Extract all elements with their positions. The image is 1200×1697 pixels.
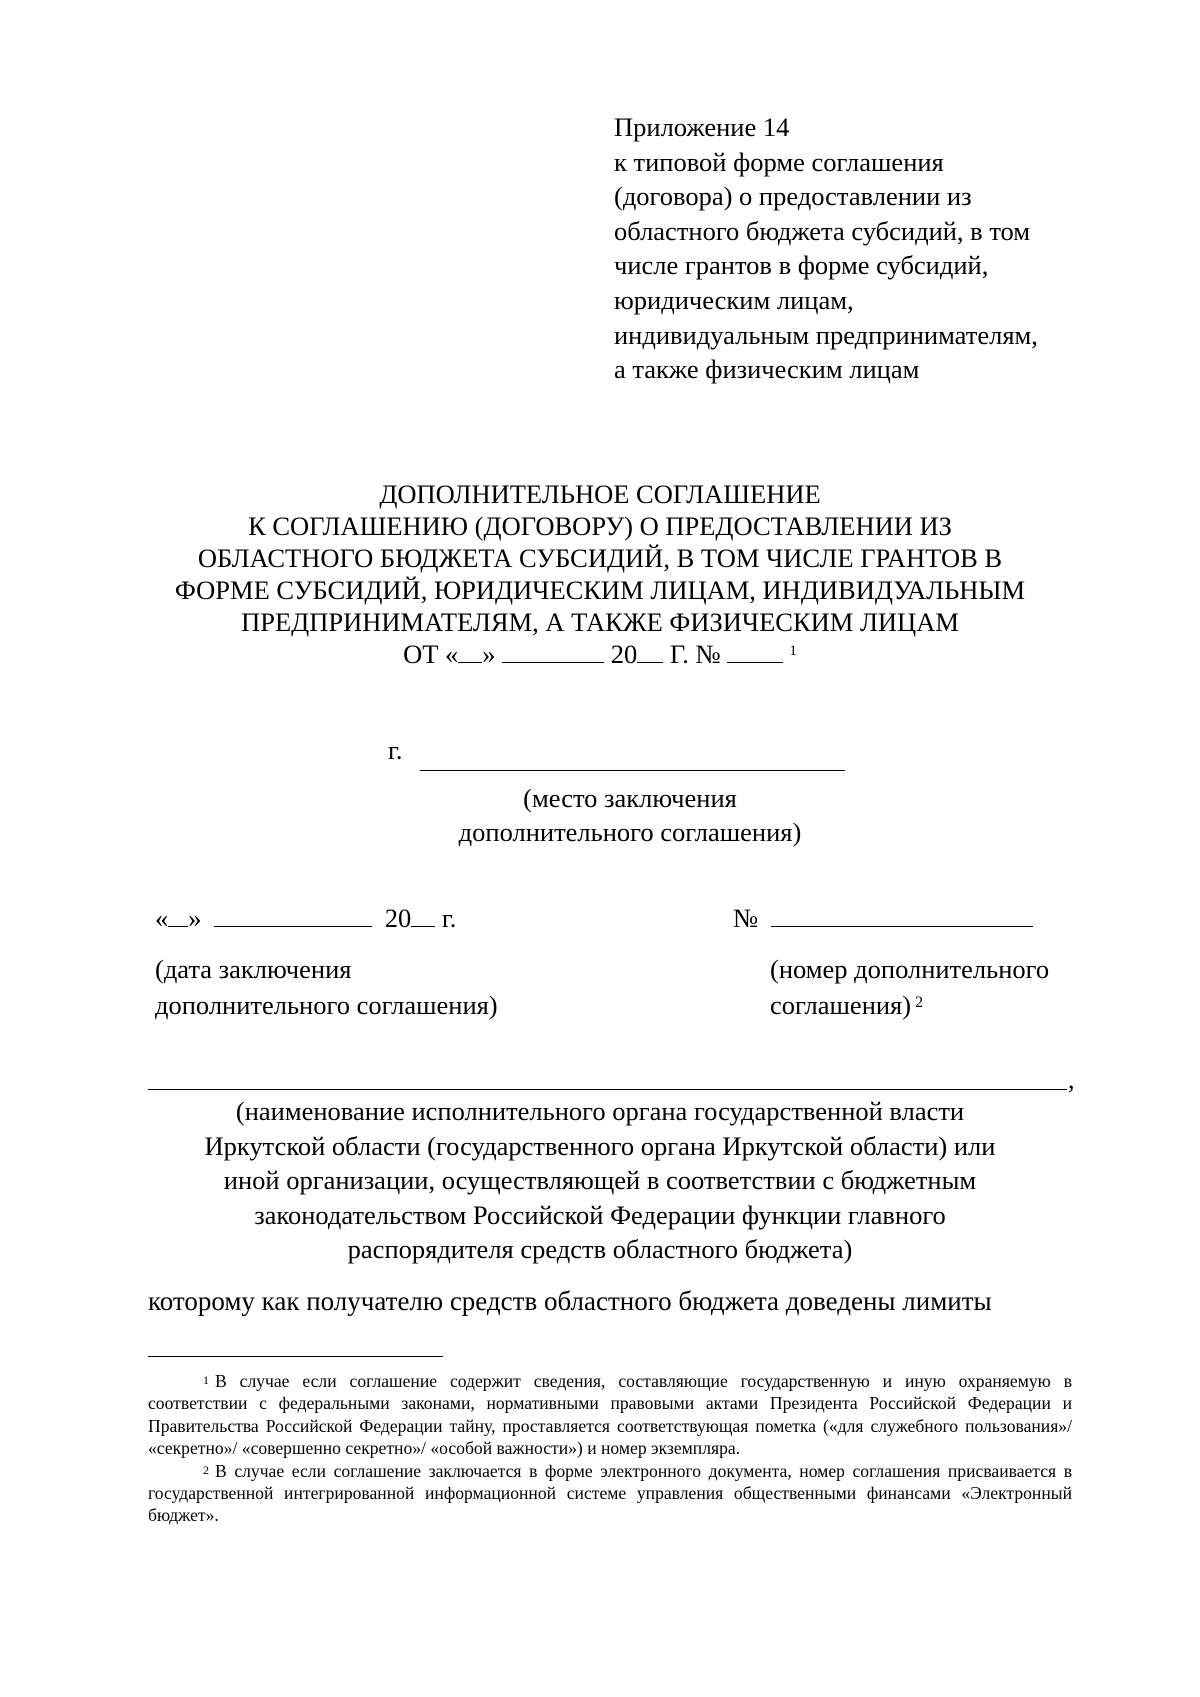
place-caption-line: дополнительного соглашения) bbox=[458, 817, 802, 847]
date-close-quote: » bbox=[188, 903, 202, 933]
number-label: № bbox=[733, 903, 759, 933]
title-date-prefix: ОТ « bbox=[403, 639, 459, 669]
footnotes bbox=[148, 1370, 1072, 1527]
organization-caption-line: Иркутской области (государственного органа Иркутской области) или bbox=[204, 1130, 996, 1161]
title-line: ПРЕДПРИНИМАТЕЛЯМ, А ТАКЖЕ ФИЗИЧЕСКИМ ЛИЦАМ bbox=[241, 607, 959, 637]
date-caption bbox=[155, 951, 498, 1023]
appendix-line: юридическим лицам, bbox=[614, 284, 854, 315]
body-paragraph: которому как получателю средств областного бюджета доведены лимиты bbox=[148, 1286, 992, 1316]
appendix-line: а также физическим лицам bbox=[614, 354, 920, 385]
place-caption-line: (место заключения bbox=[523, 783, 737, 813]
footnote-separator bbox=[148, 1356, 443, 1357]
organization-caption bbox=[120, 1094, 1080, 1267]
appendix-line: к типовой форме соглашения bbox=[614, 146, 944, 177]
organization-comma: , bbox=[1068, 1065, 1075, 1094]
appendix-line: Приложение 14 bbox=[614, 112, 790, 142]
number-caption-line-2 bbox=[770, 987, 1049, 1023]
organization-caption-line: законодательством Российской Федерации функции главного bbox=[254, 1199, 946, 1230]
place-caption bbox=[420, 781, 840, 849]
appendix-line: индивидуальным предпринимателям, bbox=[614, 319, 1038, 350]
number-caption bbox=[770, 951, 1049, 1023]
footnote-1-text: В случае если соглашение содержит сведения, составляющие государственную и иную охраняемую в соответствии с федеральными законами, нормативными правовыми актами Президента Российской Федерации и Правительства Российской Федерации тайну, проставляется соответствующая пометка («для служебного пользования»/ «секретно»/ «совершенно секретно»/ «особой важности») и номер экземпляра. bbox=[148, 1371, 1072, 1459]
footnote-2 bbox=[148, 1460, 1072, 1527]
organization-caption-line: иной организации, осуществляющей в соответствии с бюджетным bbox=[223, 1165, 977, 1195]
document-title bbox=[100, 478, 1100, 670]
appendix-line: областного бюджета субсидий, в том bbox=[614, 215, 1031, 246]
footnote-1 bbox=[148, 1370, 1072, 1460]
title-line: ДОПОЛНИТЕЛЬНОЕ СОГЛАШЕНИЕ bbox=[379, 479, 821, 509]
title-line: ФОРМЕ СУБСИДИЙ, ЮРИДИЧЕСКИМ ЛИЦАМ, ИНДИВИДУАЛЬНЫМ bbox=[174, 575, 1026, 605]
number-caption-line: соглашения) bbox=[770, 990, 912, 1020]
title-line: ОБЛАСТНОГО БЮДЖЕТА СУБСИДИЙ, В ТОМ ЧИСЛЕ ГРАНТОВ В bbox=[197, 543, 1003, 573]
title-year-prefix: 20 bbox=[610, 639, 638, 669]
date-year-prefix: 20 bbox=[384, 903, 412, 933]
date-field bbox=[155, 903, 456, 934]
appendix-reference bbox=[614, 110, 1114, 387]
appendix-line: (договора) о предоставлении из bbox=[614, 181, 972, 212]
number-blank[interactable] bbox=[771, 904, 1033, 927]
title-month-blank[interactable] bbox=[502, 662, 604, 663]
organization-blank-line[interactable] bbox=[148, 1089, 1067, 1090]
date-open-quote: « bbox=[155, 903, 169, 933]
number-field bbox=[733, 903, 1033, 934]
date-month-blank[interactable] bbox=[214, 904, 372, 927]
title-number-blank[interactable] bbox=[727, 662, 783, 663]
title-day-blank[interactable] bbox=[458, 662, 482, 663]
place-blank-line[interactable] bbox=[420, 770, 845, 771]
footnote-ref-2: 2 bbox=[915, 994, 924, 1011]
title-date-line bbox=[100, 638, 1100, 670]
organization-caption-line: (наименование исполнительного органа государственной власти bbox=[235, 1096, 965, 1126]
footnote-ref-1: 1 bbox=[789, 643, 797, 659]
footnote-2-ref: 2 bbox=[203, 1462, 209, 1477]
organization-caption-line: распорядителя средств областного бюджета) bbox=[347, 1234, 853, 1264]
title-line: К СОГЛАШЕНИЮ (ДОГОВОРУ) О ПРЕДОСТАВЛЕНИИ ИЗ bbox=[248, 511, 952, 541]
number-caption-line: (номер дополнительного bbox=[770, 954, 1050, 984]
footnote-2-text: В случае если соглашение заключается в форме электронного документа, номер соглашения присваивается в государственной интегрированной информационной системе управления общественными финансами «Электронный бюджет». bbox=[148, 1460, 1072, 1526]
date-caption-line: дополнительного соглашения) bbox=[155, 990, 498, 1020]
footnote-1-ref: 1 bbox=[203, 1373, 209, 1387]
title-year-suffix: Г. № bbox=[669, 639, 721, 669]
date-caption-line: (дата заключения bbox=[155, 954, 352, 984]
appendix-line: числе грантов в форме субсидий, bbox=[614, 250, 989, 281]
title-year-blank[interactable] bbox=[637, 662, 663, 663]
date-year-blank[interactable] bbox=[411, 904, 435, 927]
date-year-suffix: г. bbox=[441, 903, 457, 933]
title-date-mid: » bbox=[482, 639, 496, 669]
date-day-blank[interactable] bbox=[168, 904, 188, 927]
place-prefix: г. bbox=[388, 735, 403, 765]
